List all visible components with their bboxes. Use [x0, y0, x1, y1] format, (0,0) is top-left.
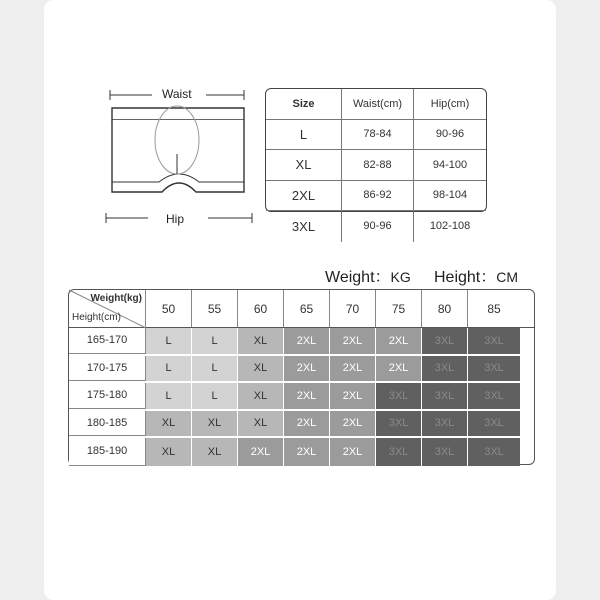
height-axis-label: Height(cm) [72, 312, 121, 323]
size-cell: XL [146, 411, 192, 437]
size-cell: 2XL [284, 383, 330, 409]
height-row [69, 328, 534, 356]
size-cell: L [192, 328, 238, 354]
size-cell: 3XL [376, 411, 422, 437]
height-range-cell: 180-185 [69, 411, 146, 437]
size-cell: XL [192, 438, 238, 466]
size-cell: 2XL [284, 356, 330, 382]
size-cell: 3XL [266, 211, 342, 242]
size-cell: L [146, 356, 192, 382]
size-cell: 2XL [330, 438, 376, 466]
height-unit-heading [434, 264, 518, 287]
size-cell: L [192, 356, 238, 382]
weight-header-row [69, 290, 534, 328]
height-unit: CM [496, 269, 519, 285]
size-cell: 3XL [422, 356, 468, 382]
weight-header: 65 [284, 290, 330, 327]
weight-header: 80 [422, 290, 468, 327]
size-cell: L [146, 328, 192, 354]
size-table-header [266, 89, 486, 120]
waist-cell: 86-92 [342, 181, 414, 211]
boxer-brief-drawing [104, 82, 254, 232]
size-cell: XL [238, 328, 284, 354]
size-cell: 2XL [284, 328, 330, 354]
weight-label: Weight： [325, 269, 391, 286]
height-range-cell: 165-170 [69, 328, 146, 354]
size-cell: 2XL [330, 383, 376, 409]
weight-height-size-table [68, 289, 535, 465]
weight-header: 50 [146, 290, 192, 327]
size-cell: 3XL [376, 383, 422, 409]
size-cell: 2XL [284, 438, 330, 466]
size-cell: 2XL [238, 438, 284, 466]
size-cell: 3XL [468, 411, 520, 437]
size-cell: 3XL [422, 438, 468, 466]
size-cell: XL [238, 411, 284, 437]
boxer-brief-icon [104, 82, 254, 232]
size-cell: 2XL [330, 328, 376, 354]
size-cell: 3XL [468, 328, 520, 354]
size-cell: XL [238, 383, 284, 409]
size-cell: 2XL [376, 356, 422, 382]
height-row [69, 411, 534, 439]
weight-header: 75 [376, 290, 422, 327]
size-cell: 3XL [468, 438, 520, 466]
hip-cell: 94-100 [432, 158, 468, 171]
weight-header: 60 [238, 290, 284, 327]
hip-cell: 90-96 [435, 128, 465, 141]
weight-header: 85 [487, 301, 501, 316]
hip-header: Hip(cm) [430, 97, 470, 110]
size-cell: 2XL [330, 411, 376, 437]
weight-unit: KG [390, 269, 411, 285]
table-corner-cell [69, 290, 146, 327]
waist-cell: 82-88 [342, 150, 414, 180]
size-cell: 2XL [284, 411, 330, 437]
height-label: Height： [434, 269, 497, 286]
hip-label: Hip [166, 212, 185, 226]
hip-cell: 102-108 [429, 220, 471, 233]
waist-cell: 90-96 [342, 211, 414, 242]
size-grid [69, 328, 534, 466]
size-cell: L [266, 120, 342, 150]
weight-header: 70 [330, 290, 376, 327]
size-cell: XL [238, 356, 284, 382]
size-cell: 3XL [422, 328, 468, 354]
height-row [69, 383, 534, 411]
size-cell: XL [146, 438, 192, 466]
hip-cell: 98-104 [432, 189, 468, 202]
size-cell: 2XL [266, 181, 342, 211]
size-cell: 2XL [376, 328, 422, 354]
size-cell: 3XL [468, 383, 520, 409]
size-cell: L [146, 383, 192, 409]
size-cell: 3XL [422, 383, 468, 409]
height-row [69, 356, 534, 384]
height-range-cell: 185-190 [69, 438, 146, 466]
size-table-row [266, 120, 486, 151]
size-cell: 3XL [422, 411, 468, 437]
height-range-cell: 170-175 [69, 356, 146, 382]
waist-cell: 78-84 [342, 120, 414, 150]
waist-header: Waist(cm) [342, 89, 414, 119]
waist-label: Waist [162, 87, 192, 101]
size-cell: L [192, 383, 238, 409]
weight-header: 55 [192, 290, 238, 327]
size-measurement-table [265, 88, 487, 234]
size-cell: 3XL [376, 438, 422, 466]
size-cell: 3XL [468, 356, 520, 382]
height-range-cell: 175-180 [69, 383, 146, 409]
size-table-row [266, 150, 486, 181]
size-cell: XL [192, 411, 238, 437]
weight-axis-label: Weight(kg) [90, 293, 142, 304]
size-table-row [266, 181, 486, 212]
height-row [69, 438, 534, 466]
size-header: Size [266, 89, 342, 119]
size-table-row [266, 211, 486, 242]
size-cell: 2XL [330, 356, 376, 382]
size-cell: XL [266, 150, 342, 180]
weight-unit-heading [325, 264, 411, 287]
